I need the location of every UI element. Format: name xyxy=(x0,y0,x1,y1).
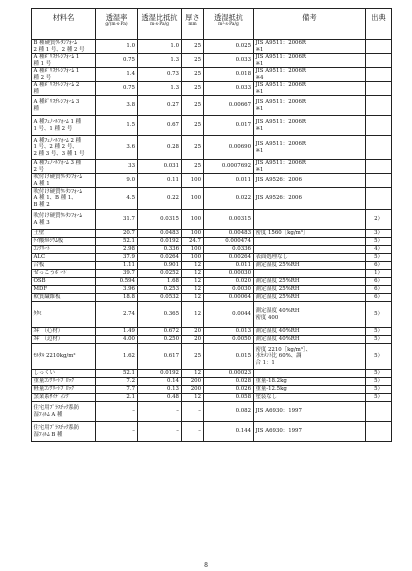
material-name-cell: A 種ﾎﾟﾘｽﾁﾚﾝﾌｫｰﾑ 2 種 xyxy=(32,82,96,96)
material-name-cell: 合板 xyxy=(32,262,96,270)
source-cell: 5） xyxy=(366,378,392,386)
table-row xyxy=(32,40,392,54)
property-table-sheet xyxy=(31,8,391,442)
permeability-cell: 4.5 xyxy=(96,188,138,210)
material-name-cell: ALC xyxy=(32,254,96,262)
resistance-cell: 0.00264 xyxy=(204,254,254,262)
permeability-cell: 39.7 xyxy=(96,270,138,278)
specific-resistance-cell: 0.22 xyxy=(138,188,182,210)
permeability-cell: 2.98 xyxy=(96,246,138,254)
specific-resistance-cell: 1.3 xyxy=(138,82,182,96)
table-row xyxy=(32,116,392,136)
remarks-cell: 測定湿度 25%RH xyxy=(254,278,366,286)
source-cell xyxy=(366,174,392,188)
permeability-cell: 52.1 xyxy=(96,238,138,246)
permeability-cell: 37.9 xyxy=(96,254,138,262)
source-cell xyxy=(366,136,392,160)
specific-resistance-cell: 0.0532 xyxy=(138,294,182,302)
permeability-cell: 0.75 xyxy=(96,54,138,68)
specific-resistance-cell: 0.28 xyxy=(138,136,182,160)
thickness-cell: – xyxy=(182,422,204,442)
specific-resistance-cell: 1.3 xyxy=(138,54,182,68)
resistance-cell: 0.011 xyxy=(204,262,254,270)
material-name-cell: しっくい xyxy=(32,370,96,378)
thickness-cell: 25 xyxy=(182,54,204,68)
table-row xyxy=(32,160,392,174)
source-cell: 6） xyxy=(366,286,392,294)
permeability-cell: 1.11 xyxy=(96,262,138,270)
remarks-cell: JIS A6930：1997 xyxy=(254,422,366,442)
permeability-cell: 52.1 xyxy=(96,370,138,378)
permeability-cell: 3.96 xyxy=(96,286,138,294)
table-row xyxy=(32,174,392,188)
thickness-cell: 20 xyxy=(182,336,204,344)
thickness-cell: 100 xyxy=(182,210,204,230)
remarks-cell xyxy=(254,210,366,230)
table-row xyxy=(32,328,392,336)
permeability-cell: 1.62 xyxy=(96,344,138,370)
source-cell xyxy=(366,54,392,68)
material-name-cell: せっこうﾎﾞｰﾄﾞ xyxy=(32,270,96,278)
resistance-cell: 0.028 xyxy=(204,378,254,386)
material-name-cell: OSB xyxy=(32,278,96,286)
specific-resistance-cell: 0.48 xyxy=(138,394,182,402)
specific-resistance-cell: 0.0252 xyxy=(138,270,182,278)
source-cell xyxy=(366,96,392,116)
specific-resistance-cell: – xyxy=(138,402,182,422)
resistance-cell: 0.00030 xyxy=(204,270,254,278)
resistance-cell: 0.017 xyxy=(204,116,254,136)
remarks-cell: JIS A9511：2006R ※1 xyxy=(254,136,366,160)
table-body xyxy=(32,40,392,442)
remarks-cell: 重量-18.2kg xyxy=(254,378,366,386)
material-name-cell: 吹付け硬質ｳﾚﾀﾝﾌｫｰﾑ A 種 1、B 種 1、 B 種 2 xyxy=(32,188,96,210)
thickness-cell: 100 xyxy=(182,230,204,238)
material-name-cell: 吹付け硬質ｳﾚﾀﾝﾌｫｰﾑ A 種 3 xyxy=(32,210,96,230)
remarks-cell: JIS A9511：2006R ※1 xyxy=(254,116,366,136)
specific-resistance-cell: 0.0315 xyxy=(138,210,182,230)
permeability-cell: 0.75 xyxy=(96,82,138,96)
material-name-cell: 軟質繊維板 xyxy=(32,294,96,302)
remarks-cell: JIS A9511：2006R ※1 xyxy=(254,160,366,174)
permeability-cell: 33 xyxy=(96,160,138,174)
thickness-cell: 12 xyxy=(182,294,204,302)
material-name-cell: A 種ﾌｪﾉｰﾙﾌｫｰﾑ 3 種 2 号 xyxy=(32,160,96,174)
material-name-cell: MDF xyxy=(32,286,96,294)
remarks-cell: 測定湿度 40%RH xyxy=(254,328,366,336)
source-cell: 5） xyxy=(366,394,392,402)
specific-resistance-cell: 0.901 xyxy=(138,262,182,270)
remarks-cell: JIS A6930：1997 xyxy=(254,402,366,422)
table-row xyxy=(32,230,392,238)
material-name-cell: A 種ﾎﾟﾘｽﾁﾚﾝﾌｫｰﾑ 3 種 xyxy=(32,96,96,116)
thickness-cell: 12 xyxy=(182,394,204,402)
thickness-cell: 12 xyxy=(182,370,204,378)
header-material: 材料名 xyxy=(32,9,96,40)
permeability-cell: – xyxy=(96,422,138,442)
resistance-cell: 0.00690 xyxy=(204,136,254,160)
source-cell: 1） xyxy=(366,270,392,278)
remarks-cell xyxy=(254,246,366,254)
resistance-cell: 0.00023 xyxy=(204,370,254,378)
table-row xyxy=(32,278,392,286)
thickness-cell: 25 xyxy=(182,136,204,160)
resistance-cell: 0.013 xyxy=(204,328,254,336)
header-source: 出典 xyxy=(366,9,392,40)
thickness-cell: 100 xyxy=(182,246,204,254)
source-cell: 5） xyxy=(366,386,392,394)
specific-resistance-cell: 0.617 xyxy=(138,344,182,370)
thickness-cell: 100 xyxy=(182,254,204,262)
source-cell: 6） xyxy=(366,262,392,270)
permeability-cell: 2.74 xyxy=(96,302,138,328)
source-cell: 6） xyxy=(366,278,392,286)
specific-resistance-cell: 1.68 xyxy=(138,278,182,286)
permeability-cell: 1.4 xyxy=(96,68,138,82)
source-cell xyxy=(366,160,392,174)
header-thickness: 厚さ mm xyxy=(182,9,204,40)
table-row xyxy=(32,402,392,422)
table-row xyxy=(32,246,392,254)
material-name-cell: ｽｷﾞ（心材） xyxy=(32,328,96,336)
table-row xyxy=(32,336,392,344)
table-row xyxy=(32,262,392,270)
thickness-cell: 25 xyxy=(182,116,204,136)
table-row xyxy=(32,286,392,294)
table-row xyxy=(32,422,392,442)
permeability-cell: 0.594 xyxy=(96,278,138,286)
table-row xyxy=(32,394,392,402)
permeability-cell: 18.8 xyxy=(96,294,138,302)
resistance-cell: 0.026 xyxy=(204,386,254,394)
resistance-cell: 0.0007692 xyxy=(204,160,254,174)
material-name-cell: A 種ﾌｪﾉｰﾙﾌｫｰﾑ 2 種 1 号、2 種 2 号、 2 種 3 号、3 種 1 号 xyxy=(32,136,96,160)
specific-resistance-cell: 0.336 xyxy=(138,246,182,254)
thickness-cell: 25 xyxy=(182,82,204,96)
thickness-cell: 25 xyxy=(182,68,204,82)
specific-resistance-cell: 0.0192 xyxy=(138,238,182,246)
resistance-cell: 0.0044 xyxy=(204,302,254,328)
permeability-cell: 1.49 xyxy=(96,328,138,336)
remarks-cell: 密度 2210［kg/m³］、 水ｾﾒﾝﾄ比 60%、調 合 1：1 xyxy=(254,344,366,370)
resistance-cell: 0.00315 xyxy=(204,210,254,230)
resistance-cell: 0.0336 xyxy=(204,246,254,254)
remarks-cell: 塗装なし xyxy=(254,394,366,402)
source-cell xyxy=(366,82,392,96)
header-row xyxy=(32,9,392,40)
source-cell xyxy=(366,402,392,422)
source-cell: 5） xyxy=(366,254,392,262)
remarks-cell xyxy=(254,270,366,278)
page-number: 8 xyxy=(204,562,208,569)
remarks-cell: JIS A9511：2006R ※1 xyxy=(254,82,366,96)
specific-resistance-cell: 0.0264 xyxy=(138,254,182,262)
material-name-cell: B 種硬質ｳﾚﾀﾝﾌｫｰﾑ 2 種 1 号、2 種 2 号 xyxy=(32,40,96,54)
permeability-cell: 9.0 xyxy=(96,174,138,188)
specific-resistance-cell: – xyxy=(138,422,182,442)
table-row xyxy=(32,294,392,302)
material-name-cell: A 種ﾌｪﾉｰﾙﾌｫｰﾑ 1 種 1 号、1 種 2 号 xyxy=(32,116,96,136)
thickness-cell: 25 xyxy=(182,40,204,54)
material-name-cell: 吹付け硬質ｳﾚﾀﾝﾌｫｰﾑ A 種 1 xyxy=(32,174,96,188)
table-row xyxy=(32,210,392,230)
remarks-cell: 測定湿度 40%RH xyxy=(254,336,366,344)
remarks-cell: JIS A9511：2006R ※1 xyxy=(254,40,366,54)
thickness-cell: 25 xyxy=(182,160,204,174)
header-remarks: 備考 xyxy=(254,9,366,40)
table-row xyxy=(32,370,392,378)
material-name-cell: A 種ﾎﾟﾘｽﾁﾚﾝﾌｫｰﾑ 1 種 1 号 xyxy=(32,54,96,68)
resistance-cell: 0.018 xyxy=(204,68,254,82)
specific-resistance-cell: 0.031 xyxy=(138,160,182,174)
resistance-cell: 0.000474 xyxy=(204,238,254,246)
remarks-cell xyxy=(254,238,366,246)
table-row xyxy=(32,96,392,116)
thickness-cell: – xyxy=(182,402,204,422)
table-row xyxy=(32,238,392,246)
table-row xyxy=(32,136,392,160)
material-name-cell: ﾓﾙﾀﾙ 2210kg/m² xyxy=(32,344,96,370)
thickness-cell: 12 xyxy=(182,278,204,286)
remarks-cell: 測定湿度 25%RH xyxy=(254,286,366,294)
material-name-cell: ﾀﾀﾐ xyxy=(32,302,96,328)
specific-resistance-cell: 1.0 xyxy=(138,40,182,54)
thickness-cell: 12 xyxy=(182,302,204,328)
specific-resistance-cell: 0.14 xyxy=(138,378,182,386)
thickness-cell: 25 xyxy=(182,96,204,116)
remarks-cell: JIS A9511：2006R ※1 xyxy=(254,96,366,116)
table-row xyxy=(32,302,392,328)
vapor-permeability-table xyxy=(31,8,392,442)
remarks-cell: 表面処理なし xyxy=(254,254,366,262)
permeability-cell: 20.7 xyxy=(96,230,138,238)
source-cell: 5） xyxy=(366,238,392,246)
specific-resistance-cell: 0.365 xyxy=(138,302,182,328)
table-row xyxy=(32,68,392,82)
resistance-cell: 0.082 xyxy=(204,402,254,422)
resistance-cell: 0.022 xyxy=(204,188,254,210)
specific-resistance-cell: 0.672 xyxy=(138,328,182,336)
resistance-cell: 0.015 xyxy=(204,344,254,370)
thickness-cell: 12 xyxy=(182,262,204,270)
thickness-cell: 12 xyxy=(182,286,204,294)
specific-resistance-cell: 0.0192 xyxy=(138,370,182,378)
source-cell xyxy=(366,422,392,442)
permeability-cell: 7.2 xyxy=(96,378,138,386)
thickness-cell: 200 xyxy=(182,386,204,394)
resistance-cell: 0.00483 xyxy=(204,230,254,238)
source-cell: 5） xyxy=(366,370,392,378)
thickness-cell: 20 xyxy=(182,328,204,336)
permeability-cell: 2.1 xyxy=(96,394,138,402)
remarks-cell: 測定湿度 25%RH xyxy=(254,262,366,270)
material-name-cell: ｹｲ酸ｶﾙｼｳﾑ板 xyxy=(32,238,96,246)
source-cell: 4） xyxy=(366,246,392,254)
table-row xyxy=(32,386,392,394)
source-cell: 2） xyxy=(366,210,392,230)
specific-resistance-cell: 0.250 xyxy=(138,336,182,344)
specific-resistance-cell: 0.253 xyxy=(138,286,182,294)
table-row xyxy=(32,378,392,386)
permeability-cell: 3.6 xyxy=(96,136,138,160)
remarks-cell: 測定湿度 40%RH 密度 400 xyxy=(254,302,366,328)
remarks-cell: 重量-12.5kg xyxy=(254,386,366,394)
specific-resistance-cell: 0.67 xyxy=(138,116,182,136)
specific-resistance-cell: 0.73 xyxy=(138,68,182,82)
resistance-cell: 0.00064 xyxy=(204,294,254,302)
thickness-cell: 12 xyxy=(182,270,204,278)
source-cell: 3） xyxy=(366,230,392,238)
thickness-cell: 100 xyxy=(182,174,204,188)
remarks-cell: JIS A9511：2006R ※1 xyxy=(254,54,366,68)
header-specific-resistance: 透湿比抵抗 m·s·Pa/g xyxy=(138,9,182,40)
table-row xyxy=(32,254,392,262)
remarks-cell: JIS A9511：2006R ※4 xyxy=(254,68,366,82)
thickness-cell: 24.7 xyxy=(182,238,204,246)
permeability-cell: 7.7 xyxy=(96,386,138,394)
permeability-cell: 4.00 xyxy=(96,336,138,344)
remarks-cell: 密度 1560［kg/m³］ xyxy=(254,230,366,238)
table-row xyxy=(32,82,392,96)
material-name-cell: A 種ﾎﾟﾘｽﾁﾚﾝﾌｫｰﾑ 1 種 2 号 xyxy=(32,68,96,82)
resistance-cell: 0.011 xyxy=(204,174,254,188)
specific-resistance-cell: 0.27 xyxy=(138,96,182,116)
source-cell: 5） xyxy=(366,328,392,336)
material-name-cell: 土壁 xyxy=(32,230,96,238)
table-row xyxy=(32,270,392,278)
material-name-cell: 窯業系ｻｲﾃﾞｨﾝｸﾞ xyxy=(32,394,96,402)
table-row xyxy=(32,54,392,68)
remarks-cell xyxy=(254,370,366,378)
material-name-cell: ｽｷﾞ（辺材） xyxy=(32,336,96,344)
remarks-cell: 測定湿度 25%RH xyxy=(254,294,366,302)
resistance-cell: 0.00667 xyxy=(204,96,254,116)
specific-resistance-cell: 0.0483 xyxy=(138,230,182,238)
resistance-cell: 0.0050 xyxy=(204,336,254,344)
permeability-cell: 1.0 xyxy=(96,40,138,54)
thickness-cell: 25 xyxy=(182,344,204,370)
source-cell xyxy=(366,188,392,210)
resistance-cell: 0.020 xyxy=(204,278,254,286)
resistance-cell: 0.033 xyxy=(204,82,254,96)
source-cell: 5） xyxy=(366,336,392,344)
resistance-cell: 0.0030 xyxy=(204,286,254,294)
permeability-cell: 3.8 xyxy=(96,96,138,116)
material-name-cell: 住宅用ﾌﾟﾗｽﾁｯｸ系防 湿ﾌｨﾙﾑ A 種 xyxy=(32,402,96,422)
resistance-cell: 0.144 xyxy=(204,422,254,442)
permeability-cell: 1.5 xyxy=(96,116,138,136)
material-name-cell: 軽量ｺﾝｸﾘｰﾄﾌﾞﾛｯｸ xyxy=(32,386,96,394)
source-cell: 6） xyxy=(366,294,392,302)
header-resistance: 透湿抵抗 m²·s·Pa/g xyxy=(204,9,254,40)
thickness-cell: 200 xyxy=(182,378,204,386)
resistance-cell: 0.058 xyxy=(204,394,254,402)
table-row xyxy=(32,188,392,210)
specific-resistance-cell: 0.11 xyxy=(138,174,182,188)
resistance-cell: 0.025 xyxy=(204,40,254,54)
remarks-cell: JIS A9526：2006 xyxy=(254,188,366,210)
material-name-cell: ｺﾝｸﾘｰﾄ xyxy=(32,246,96,254)
thickness-cell: 100 xyxy=(182,188,204,210)
material-name-cell: 住宅用ﾌﾟﾗｽﾁｯｸ系防 湿ﾌｨﾙﾑ B 種 xyxy=(32,422,96,442)
material-name-cell: 重量ｺﾝｸﾘｰﾄﾌﾞﾛｯｸ xyxy=(32,378,96,386)
source-cell xyxy=(366,68,392,82)
source-cell: 5） xyxy=(366,302,392,328)
permeability-cell: – xyxy=(96,402,138,422)
source-cell xyxy=(366,40,392,54)
permeability-cell: 31.7 xyxy=(96,210,138,230)
source-cell xyxy=(366,116,392,136)
source-cell: 5） xyxy=(366,344,392,370)
table-row xyxy=(32,344,392,370)
resistance-cell: 0.033 xyxy=(204,54,254,68)
remarks-cell: JIS A9526：2006 xyxy=(254,174,366,188)
header-permeability: 透湿率 g/(m·s·Pa) xyxy=(96,9,138,40)
specific-resistance-cell: 0.13 xyxy=(138,386,182,394)
